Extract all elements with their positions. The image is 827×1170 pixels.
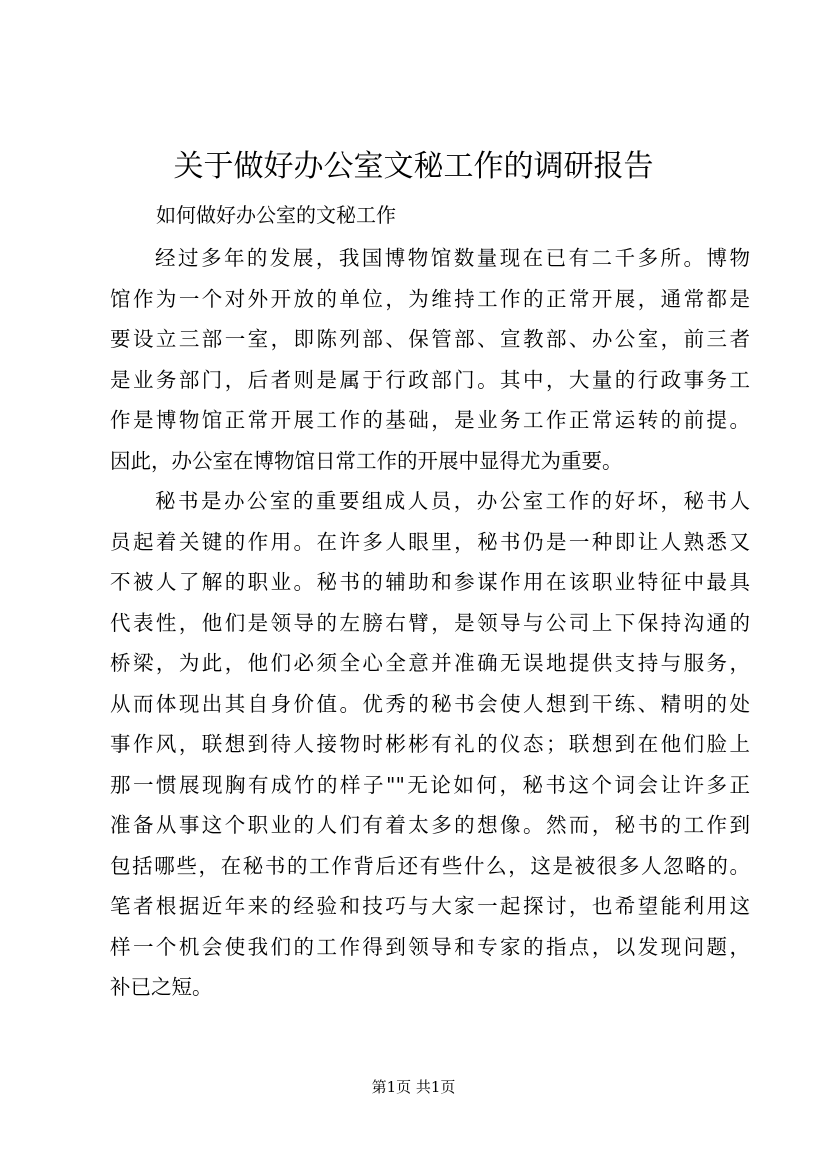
page-number-footer: 第1页 共1页 — [371, 1078, 456, 1096]
paragraph-line: 那一惯展现胸有成竹的样子""无论如何，秘书这个词会让许多正 — [110, 772, 750, 797]
paragraph-2 — [110, 481, 750, 1008]
paragraph-line: 秘书是办公室的重要组成人员，办公室工作的好坏，秘书人 — [155, 489, 750, 513]
paragraph-line: 桥梁，为此，他们必须全心全意并准确无误地提供支持与服务， — [110, 651, 750, 675]
paragraph-line: 包括哪些，在秘书的工作背后还有些什么，这是被很多人忽略的。 — [110, 853, 750, 878]
paragraph-line: 代表性，他们是领导的左膀右臂，是领导与公司上下保持沟通的 — [110, 610, 750, 635]
paragraph-line: 馆作为一个对外开放的单位，为维持工作的正常开展，通常都是 — [110, 286, 750, 311]
paragraph-line: 事作风，联想到待人接物时彬彬有礼的仪态；联想到在他们脸上 — [110, 732, 750, 756]
paragraph-line: 经过多年的发展，我国博物馆数量现在已有二千多所。博物 — [155, 246, 750, 270]
paragraph-line: 从而体现出其自身价值。优秀的秘书会使人想到干练、精明的处 — [110, 691, 750, 716]
paragraph-line: 不被人了解的职业。秘书的辅助和参谋作用在该职业特征中最具 — [110, 570, 750, 594]
paragraph-1 — [110, 238, 750, 481]
paragraph-line: 员起着关键的作用。在许多人眼里，秘书仍是一种即让人熟悉又 — [110, 529, 750, 554]
paragraph-line: 补已之短。 — [110, 975, 213, 999]
paragraph-line: 是业务部门，后者则是属于行政部门。其中，大量的行政事务工 — [110, 367, 750, 392]
paragraph-line: 要设立三部一室，即陈列部、保管部、宣教部、办公室，前三者 — [110, 327, 750, 351]
paragraph-line: 样一个机会使我们的工作得到领导和专家的指点，以发现问题， — [110, 934, 750, 959]
document-body — [110, 238, 750, 1008]
paragraph-line: 笔者根据近年来的经验和技巧与大家一起探讨，也希望能利用这 — [110, 894, 750, 918]
document-subtitle: 如何做好办公室的文秘工作 — [156, 203, 396, 227]
paragraph-line: 作是博物馆正常开展工作的基础，是业务工作正常运转的前提。 — [110, 408, 750, 432]
paragraph-line: 因此，办公室在博物馆日常工作的开展中显得尤为重要。 — [110, 448, 623, 473]
document-title: 关于做好办公室文秘工作的调研报告 — [173, 149, 654, 184]
paragraph-line: 准备从事这个职业的人们有着太多的想像。然而，秘书的工作到 — [110, 813, 750, 837]
